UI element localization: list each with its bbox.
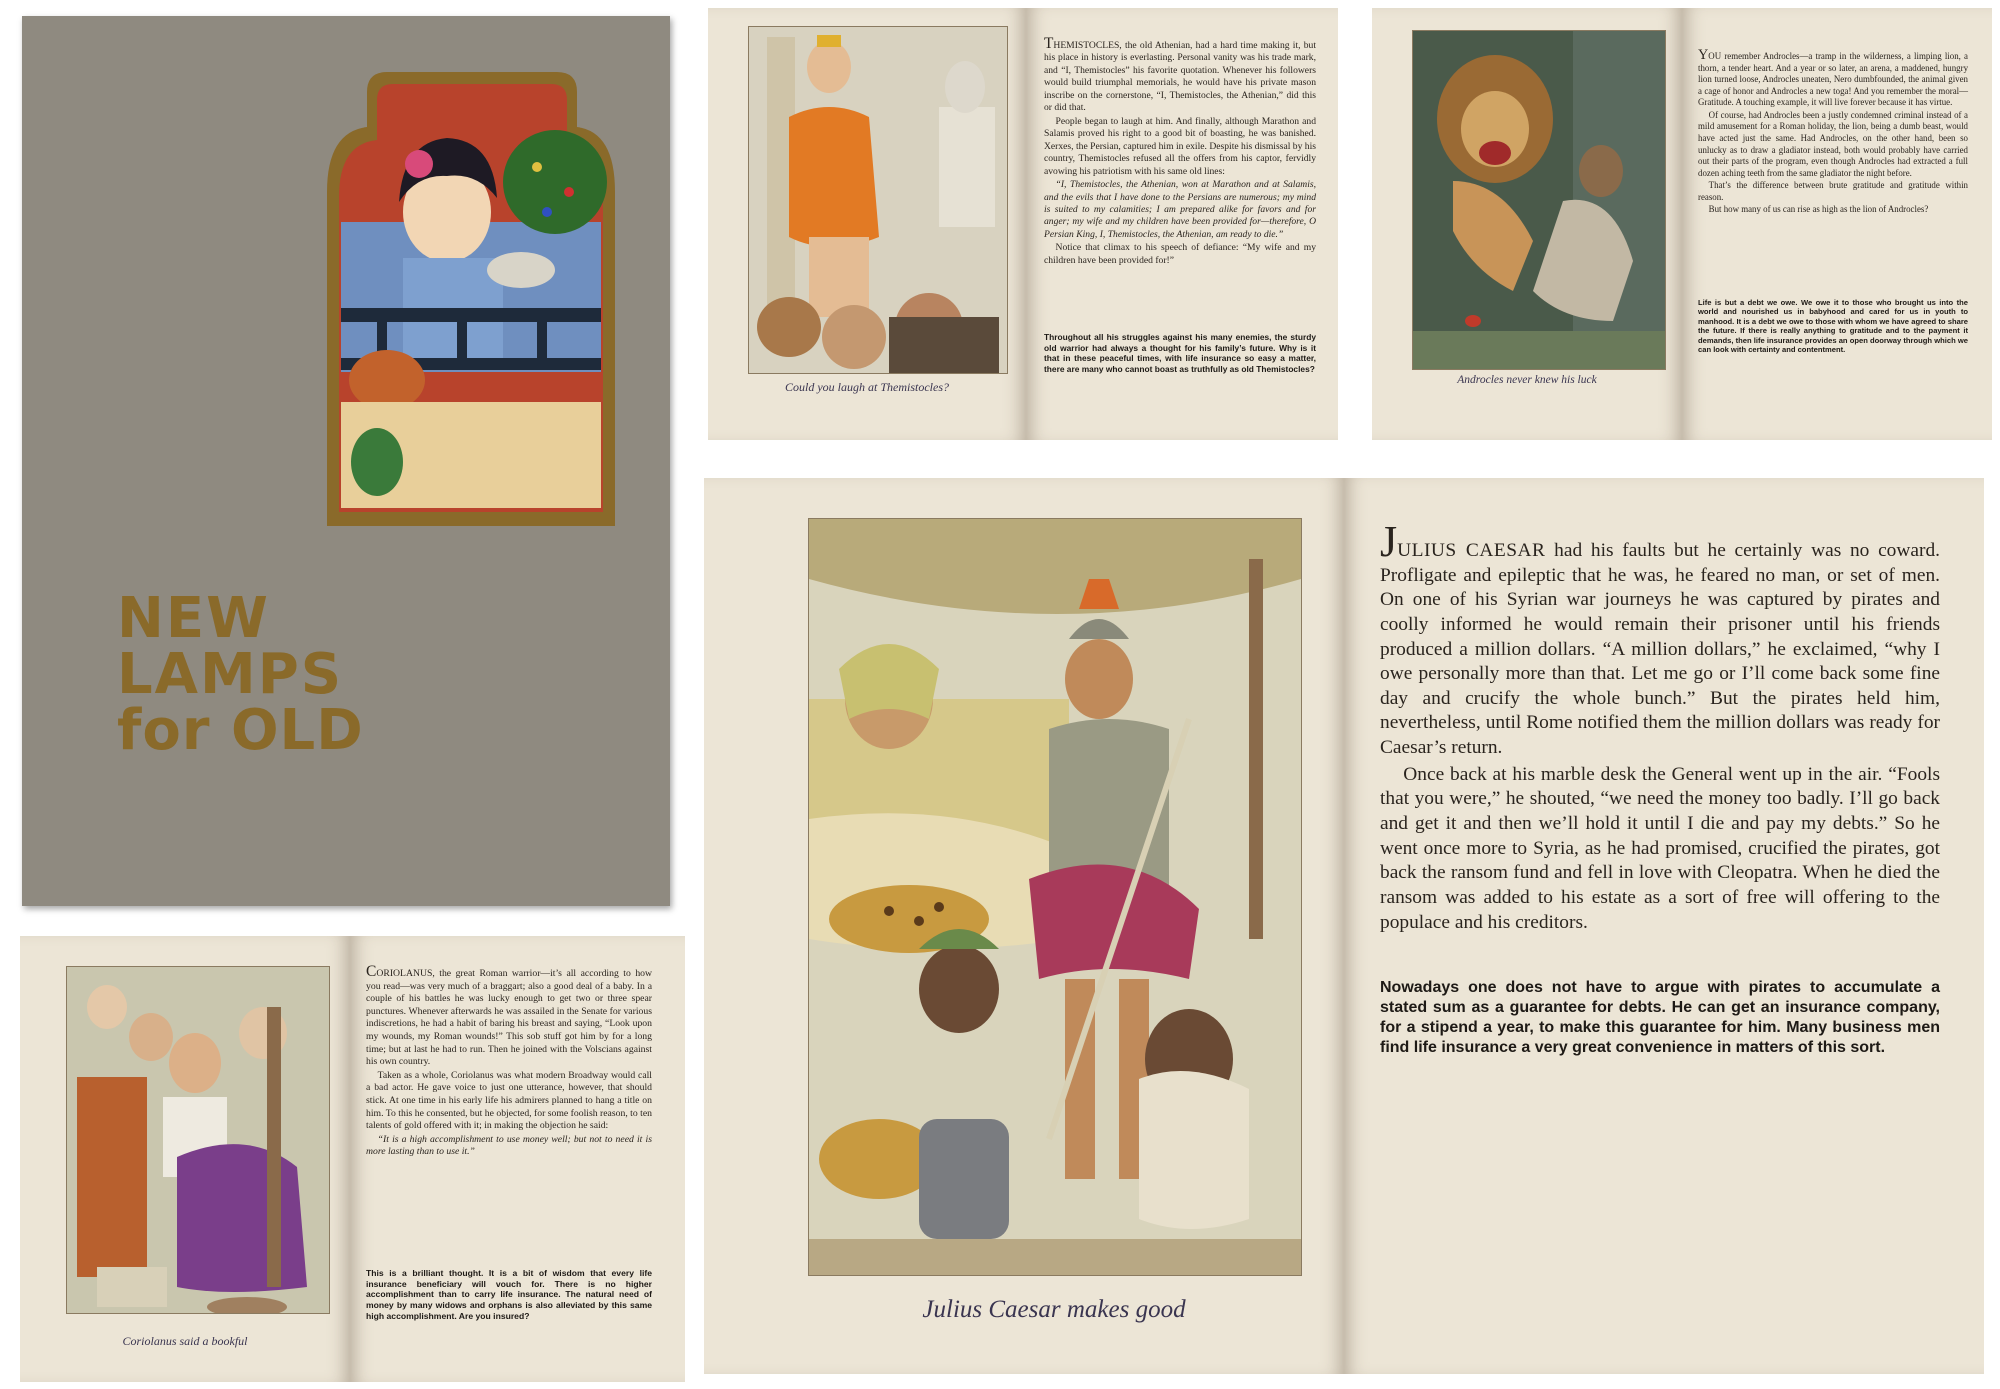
themistocles-paragraph-4: Notice that climax to his speech of defiance: “My wife and my children have been provided for!” <box>1044 242 1316 266</box>
coriolanus-quote: “It is a high accomplishment to use money well; but not to need it is more lasting than to use it.” <box>366 1133 652 1158</box>
coriolanus-paragraph-1-text: the great Roman warrior—it’s all according to how you read—was very much of a braggart; also a good deal of a baby. In a couple of his battles he was lucky enough to get two or three spear punctures. Whenever afterwards he was assailed in the Senate for various indiscretions, he had a habit of baring his breast and saying, “Look upon my wounds, my Roman wounds!” This sob stuff got him by for a long time; but at last he had to run. Then he joined with the Volscians against his own country. <box>366 968 652 1068</box>
coriolanus-caption: Coriolanus said a bookful <box>122 1334 248 1348</box>
coriolanus-paragraph-1 <box>366 964 652 1069</box>
caesar-right-page <box>1344 478 1984 1374</box>
themistocles-body <box>1044 36 1316 268</box>
androcles-body <box>1698 48 1968 217</box>
cover-title-line-1: NEW <box>117 586 270 651</box>
themistocles-spread <box>708 4 1338 444</box>
themistocles-lead: HEMISTOCLES, <box>1053 40 1122 51</box>
androcles-paragraph-1-text: remember Androcles—a tramp in the wilderness, a limping lion, a thorn, a tender heart. And a year or so later, an arena, a maddened, hungry lion turned loose, Androcles uneaten, Nero dumbfounded, the animal given a cage of honor and Androcles a new toga! And you remember the moral—Gratitude. A touching example, it will live forever because it has virtue. <box>1698 51 1968 108</box>
themistocles-paragraph-1 <box>1044 36 1316 115</box>
androcles-paragraph-2: Of course, had Androcles been a justly condemned criminal instead of a mild amusement for a Roman holiday, the lion, being a dumb beast, would have acted just the same. Had Androcles, on the other hand, been so unlucky as to draw a gladiator instead, both would probably have carried out their parts of the program, even though Androcles had extracted a full dozen aching teeth from the same gladiator the night before. <box>1698 109 1968 178</box>
caesar-body <box>1380 517 1940 937</box>
themistocles-moral: Throughout all his struggles against his many enemies, the sturdy old warrior had always a thought for his family’s future. Why is it that in these peaceful times, with life insurance so easy a matter, there are many who cannot boast as truthfully as old Themistocles? <box>1044 332 1316 374</box>
cover-window-illustration <box>307 72 635 526</box>
themistocles-right-page <box>1026 8 1338 440</box>
androcles-paragraph-1 <box>1698 48 1968 109</box>
themistocles-dropcap: T <box>1044 35 1054 52</box>
themistocles-caption: Could you laugh at Themistocles? <box>785 380 949 394</box>
caesar-moral: Nowadays one does not have to argue with pirates to accumulate a stated sum as a guarantee for debts. He can get an insurance company, for a stipend a year, to make this guarantee for him. Many business men find life insurance a very great convenience in matters of this sort. <box>1380 979 1940 1056</box>
caesar-spread <box>704 470 1994 1382</box>
androcles-paragraph-4: But how many of us can rise as high as the lion of Androcles? <box>1708 204 1929 215</box>
themistocles-paragraph-2: People began to laugh at him. And finally, although Marathon and Salamis proved his right to a good bit of boasting, he was banished. Xerxes, the Persian, captured him in exile. Despite his dismissal by his country, Themistocles refused all the offers from his captor, fervidly avowing his patriotism with his same old lines: <box>1044 115 1316 177</box>
cover-title-line-2: LAMPS <box>117 642 344 707</box>
coriolanus-lead: ORIOLANUS, <box>376 968 435 979</box>
caesar-lead: ULIUS CAESAR <box>1397 540 1546 561</box>
androcles-paragraph-3: That’s the difference between brute gratitude and gratitude within reason. <box>1698 180 1968 202</box>
caesar-illustration <box>808 518 1302 1276</box>
coriolanus-moral: This is a brilliant thought. It is a bit of wisdom that every life insurance beneficiary will vouch for. There is no higher accomplishment than to carry life insurance. The natural need of money by many widows and orphans is also alleviated by this same high accomplishment. Are you insured? <box>366 1268 652 1321</box>
caesar-paragraph-2: Once back at his marble desk the General went up in the air. “Fools that you were,” he shouted, “we need the money too badly. I’ll go back and get it and then we’ll hold it until I die and pay my debts.” So he went once more to Syria, as he had promised, crucified the pirates, got back the ransom fund and fell in love with Cleopatra. When he died the ransom was added to his estate as a sort of free will offering to the populace and his creditors. <box>1380 763 1940 933</box>
themistocles-illustration <box>748 26 1008 374</box>
androcles-spread <box>1372 4 1992 444</box>
androcles-lead: OU <box>1708 51 1722 61</box>
coriolanus-body <box>366 964 652 1160</box>
androcles-illustration <box>1412 30 1666 370</box>
caesar-paragraph-1 <box>1380 517 1940 761</box>
cover-photo <box>0 0 690 920</box>
coriolanus-dropcap: C <box>366 963 377 980</box>
caesar-dropcap: J <box>1380 517 1398 566</box>
booklet-cover <box>22 16 670 906</box>
androcles-caption: Androcles never knew his luck <box>1457 374 1597 386</box>
androcles-left-page <box>1372 8 1682 440</box>
caesar-paragraph-1-text: had his faults but he certainly was no coward. Profligate and epileptic that he was, he feared no man, or set of men. On one of his Syrian war journeys he was captured by pirates and coolly informed he would remain their prisoner until his friends produced a million dollars. “A million dollars,” he exclaimed, “why I owe personally more than that. Let me go or I’ll come back some fine day and crucify the whole bunch.” But the pirates held him, nevertheless, until Rome notified them the million dollars was ready for Caesar’s return. <box>1380 540 1940 759</box>
coriolanus-illustration <box>66 966 330 1314</box>
coriolanus-left-page <box>20 936 350 1382</box>
coriolanus-spread <box>20 934 685 1384</box>
androcles-right-page <box>1682 8 1992 440</box>
cover-title <box>117 586 377 763</box>
caesar-caption: Julius Caesar makes good <box>922 1296 1186 1323</box>
androcles-moral: Life is but a debt we owe. We owe it to those who brought us into the world and nourished us in babyhood and cared for us in youth to manhood. It is a debt we owe to those with whom we have agreed to share the future. If there is really anything to gratitude and to the payment it demands, then life insurance provides an open doorway through which we can look with certainty and contentment. <box>1698 298 1968 355</box>
coriolanus-paragraph-2: Taken as a whole, Coriolanus was what modern Broadway would call a bad actor. He gave voice to just one utterance, however, that should stick. At one time in his early life his admirers planned to hang a title on him. To this he consented, but he objected, for some foolish reason, to ten talents of gold offered with it; in making the objection he said: <box>366 1069 652 1132</box>
themistocles-left-page <box>708 8 1026 440</box>
caesar-left-page <box>704 478 1344 1374</box>
themistocles-quote: “I, Themistocles, the Athenian, won at Marathon and at Salamis, and the evils that I have done to the Persians are numerous; my mind is suited to my calamities; I am prepared alike for favors and for anger; my wife and my children have been provided for—therefore, O Persian King, I, Themistocles, the Athenian, am ready to die.” <box>1044 179 1316 240</box>
themistocles-paragraph-1-text: the old Athenian, had a hard time making it, but his place in history is everlasting. Personal vanity was his trade mark, and “I, Themistocles” his favorite quotation. Whenever his followers would build triumphal memorials, he would have his private mason inscribe on the cornerstone, “I, Themistocles, the Athenian,” did this or did that. <box>1044 40 1316 114</box>
cover-title-line-3: for OLD <box>117 698 364 763</box>
coriolanus-right-page <box>350 936 685 1382</box>
androcles-dropcap: Y <box>1698 47 1709 63</box>
